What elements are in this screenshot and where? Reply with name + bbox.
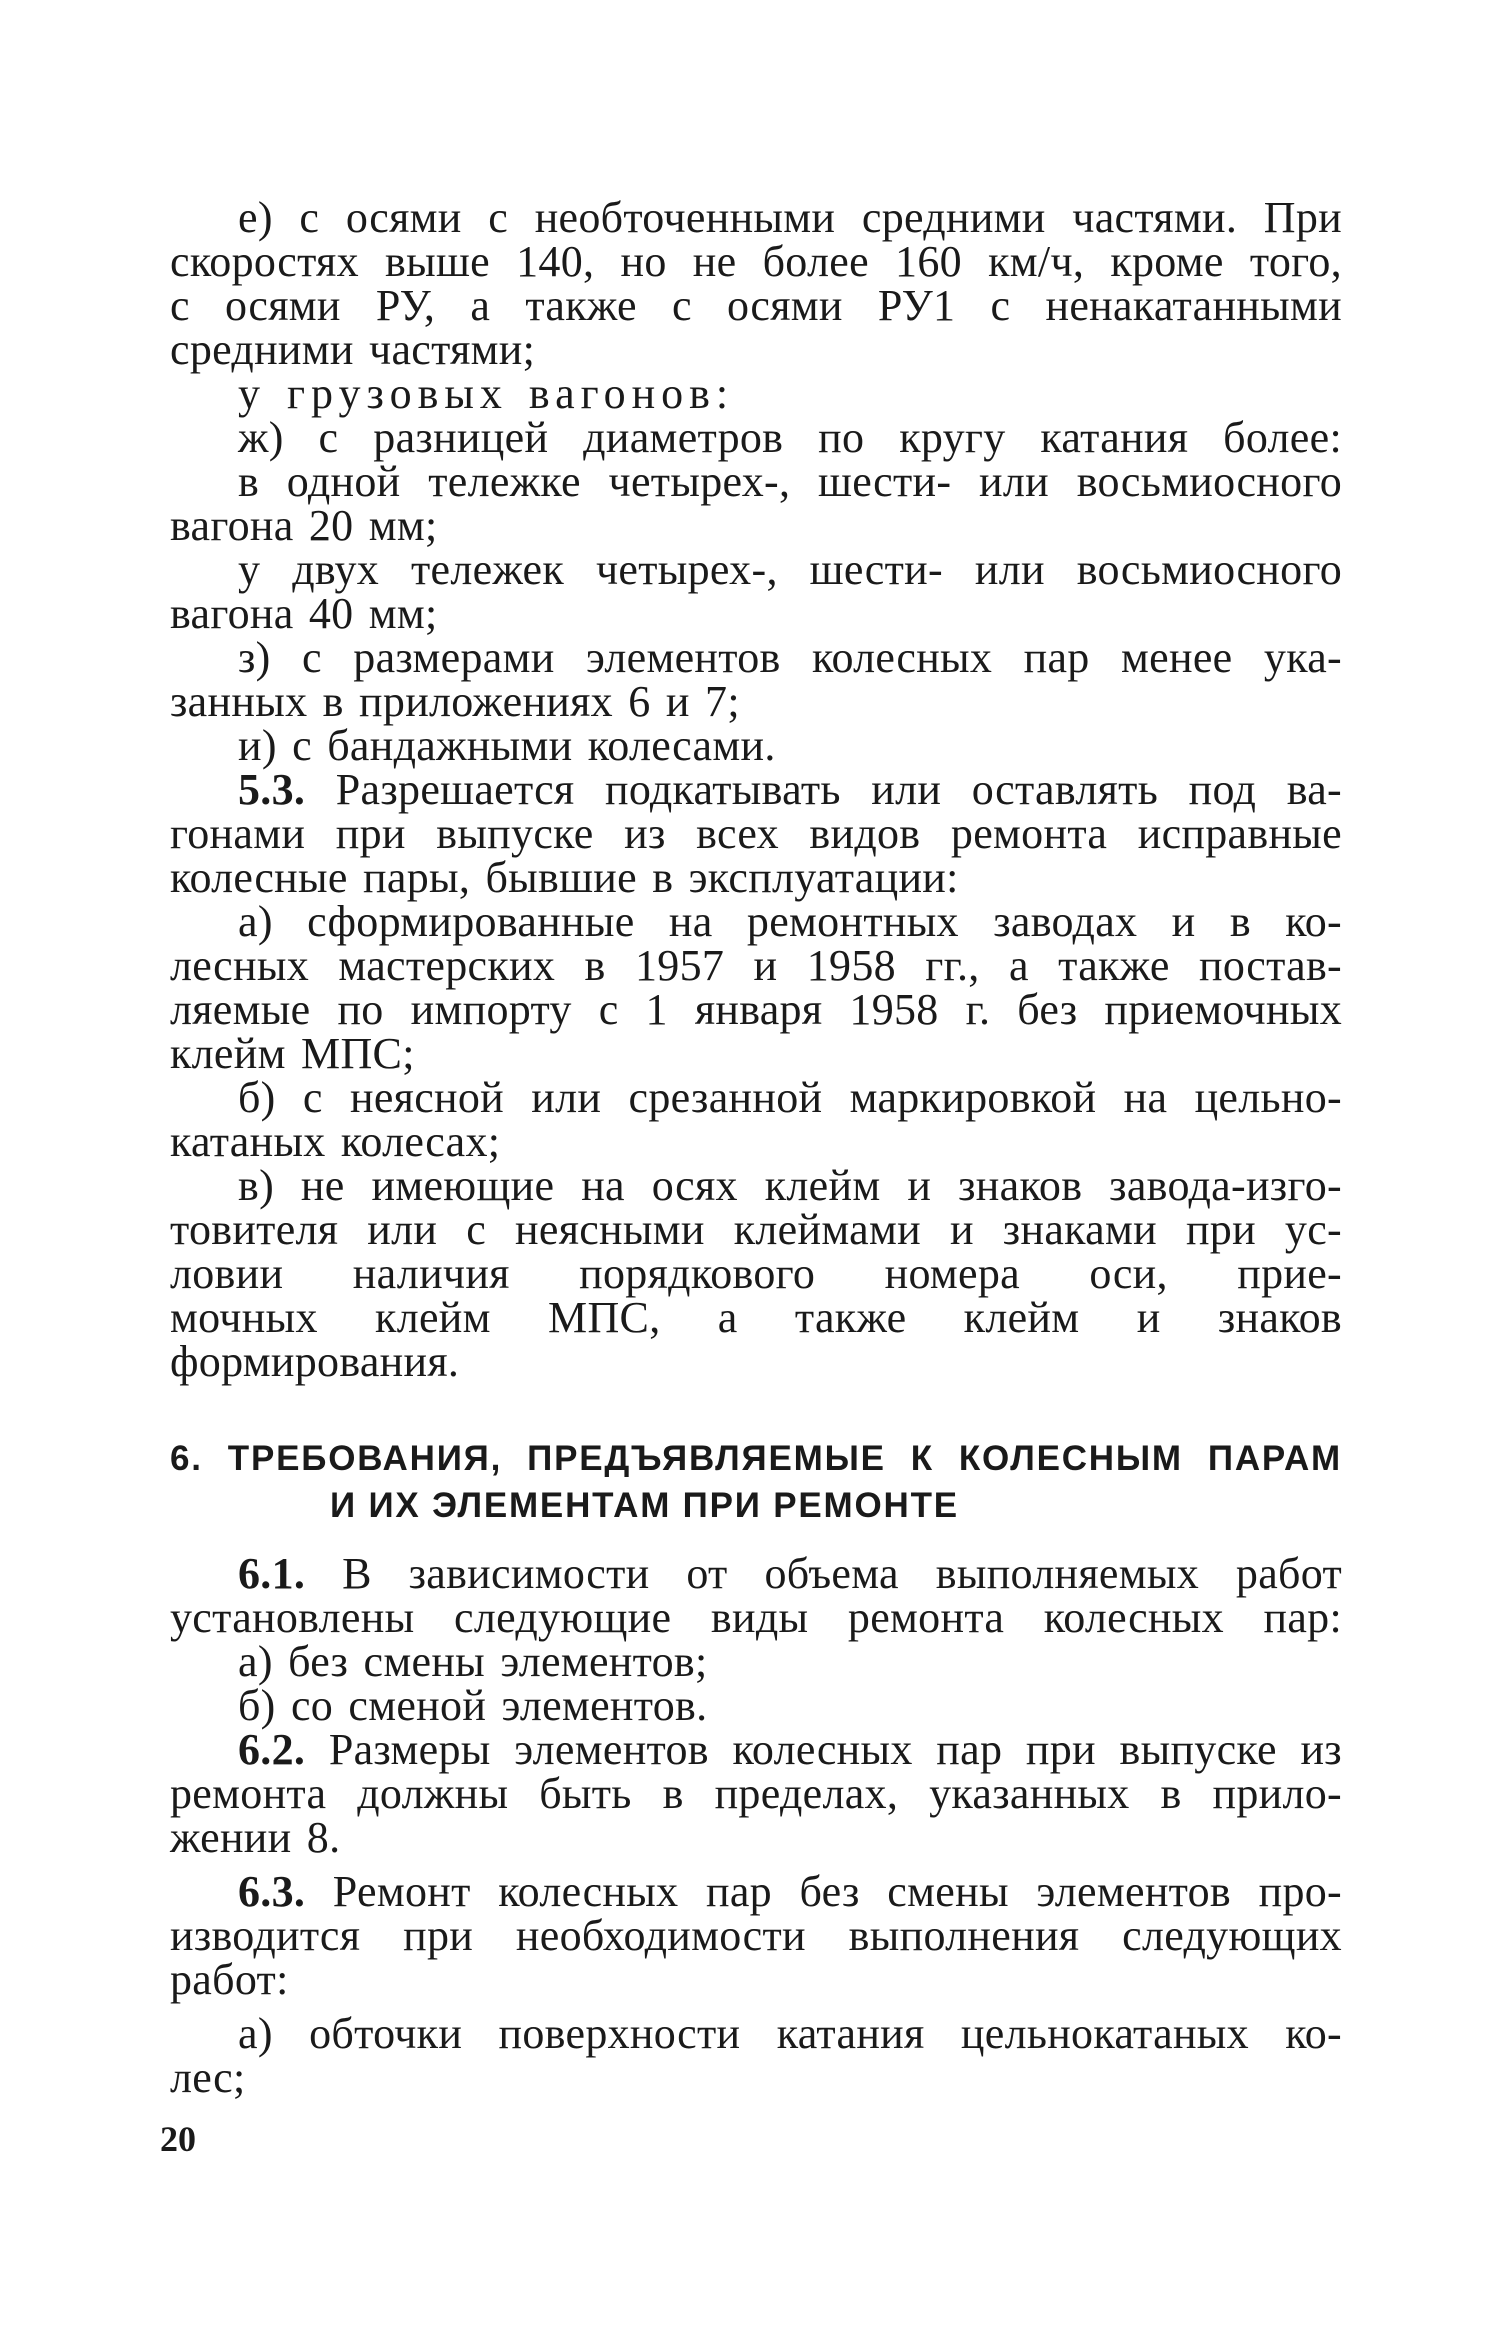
list-item: а) без смены элементов;: [238, 1637, 708, 1686]
text-line: ляемые по импорту с 1 января 1958 г. без приемочных: [170, 985, 1342, 1034]
text-line: ловии наличия порядкового номера оси, прие-: [170, 1249, 1342, 1298]
paragraph-6-1-line: [238, 1549, 1342, 1598]
text-line: товителя или с неясными клеймами и знаками при ус-: [170, 1205, 1342, 1254]
section-subtitle: у грузовых вагонов:: [238, 369, 735, 418]
text-line: средними частями;: [170, 325, 536, 374]
paragraph-text: В зависимости от объема выполняемых работ: [342, 1549, 1342, 1598]
list-item: б) со сменой элементов.: [238, 1681, 708, 1730]
text-line: е) с осями с необточенными средними частями. При: [238, 193, 1342, 242]
section-heading: 6. ТРЕБОВАНИЯ, ПРЕДЪЯВЛЯЕМЫЕ К КОЛЕСНЫМ ПАРАМ: [170, 1439, 1342, 1478]
text-line: гонами при выпуске из всех видов ремонта исправные: [170, 809, 1342, 858]
text-line: колесные пары, бывшие в эксплуатации:: [170, 853, 959, 902]
text-line: у двух тележек четырех-, шести- или восьмиосного: [238, 545, 1342, 594]
text-line: катаных колесах;: [170, 1117, 501, 1166]
text-line: а) сформированные на ремонтных заводах и в ко-: [238, 897, 1342, 946]
text-line: в одной тележке четырех-, шести- или восьмиосного: [238, 457, 1342, 506]
paragraph-text: Разрешается подкатывать или оставлять под ва-: [335, 765, 1342, 814]
text-line: лес;: [170, 2053, 246, 2102]
text-line: ж) с разницей диаметров по кругу катания более:: [238, 413, 1342, 462]
section-heading-line2: И ИХ ЭЛЕМЕНТАМ ПРИ РЕМОНТЕ: [330, 1486, 959, 1525]
paragraph-text: Ремонт колесных пар без смены элементов про-: [332, 1867, 1342, 1916]
paragraph-6-3-line: [238, 1867, 1342, 1916]
text-line: б) с неясной или срезанной маркировкой на цельно-: [238, 1073, 1342, 1122]
text-line: вагона 20 мм;: [170, 501, 438, 550]
text-line: формирования.: [170, 1337, 460, 1386]
text-line: ремонта должны быть в пределах, указанных в прило-: [170, 1769, 1342, 1818]
text-line: изводится при необходимости выполнения следующих: [170, 1911, 1342, 1960]
paragraph-number: 6.2.: [238, 1725, 306, 1774]
text-line: скоростях выше 140, но не более 160 км/ч, кроме того,: [170, 237, 1342, 286]
text-line: установлены следующие виды ремонта колесных пар:: [170, 1593, 1342, 1642]
text-line: жении 8.: [170, 1813, 341, 1862]
text-line: клейм МПС;: [170, 1029, 415, 1078]
paragraph-text: Размеры элементов колесных пар при выпуске из: [328, 1725, 1342, 1774]
text-line: в) не имеющие на осях клейм и знаков завода-изго-: [238, 1161, 1342, 1210]
text-line: и) с бандажными колесами.: [238, 721, 776, 770]
text-line: с осями РУ, а также с осями РУ1 с ненакатанными: [170, 281, 1342, 330]
paragraph-number: 6.1.: [238, 1549, 306, 1598]
text-line: мочных клейм МПС, а также клейм и знаков: [170, 1293, 1342, 1342]
paragraph-number: 5.3.: [238, 765, 306, 814]
paragraph-5-3-line: [238, 765, 1342, 814]
text-line: занных в приложениях 6 и 7;: [170, 677, 740, 726]
page-number: 20: [160, 2119, 196, 2159]
list-item: а) обточки поверхности катания цельнокатаных ко-: [238, 2009, 1342, 2058]
paragraph-number: 6.3.: [238, 1867, 306, 1916]
text-line: вагона 40 мм;: [170, 589, 438, 638]
paragraph-6-2-line: [238, 1725, 1342, 1774]
text-line: з) с размерами элементов колесных пар менее ука-: [238, 633, 1342, 682]
text-line: работ:: [170, 1955, 289, 2004]
text-line: лесных мастерских в 1957 и 1958 гг., а также постав-: [170, 941, 1342, 990]
